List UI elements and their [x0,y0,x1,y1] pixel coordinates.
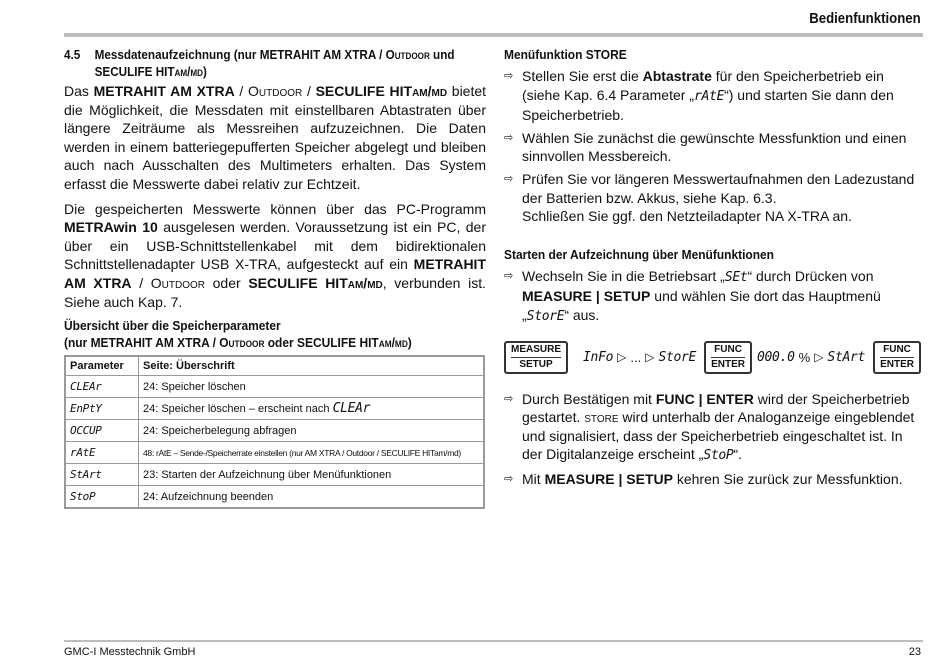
triangle-right-icon: ▷ [814,350,824,365]
section-title: Messdatenaufzeichnung (nur METRAHIT AM XTRA / Outdoor und SECULIFE HITam/md) [94,47,455,79]
display-info: InFo [583,349,614,365]
func-enter-key: FUNC ENTER [704,341,752,374]
list-item: ⇨ Wählen Sie zunächst die gewünschte Messfunktion und einen sinnvollen Messbereich. [504,129,907,165]
section-heading [64,46,486,80]
table-row [65,442,484,464]
param-cell: CLEAr [65,376,139,398]
display-value: 000.0 [756,349,795,365]
param-cell: StArt [65,464,139,486]
desc-cell: 24: Aufzeichnung beenden [139,486,485,509]
arrow-bullet-icon: ⇨ [504,70,514,82]
table-row [65,464,484,486]
param-cell: StoP [65,486,139,509]
list-item: ⇨ Durch Bestätigen mit FUNC | ENTER wird der Speicherbetrieb gestartet. store wird unterhalb der Analoganzeige eingeblendet und signalisiert, dass der Speicherbetrieb eingeschaltet ist. In der Digitalanzeige erscheint „StoP“. [504,390,915,464]
triangle-right-icon: ▷ [645,350,655,365]
desc-cell: 23: Starten der Aufzeichnung über Menüfunktionen [139,464,485,486]
footer-rule [64,640,923,642]
start-steps-list [504,267,924,327]
triangle-right-icon: ▷ [617,350,627,365]
readout-paragraph: Die gespeicherten Messwerte können über das PC-Programm METRAwin 10 ausgelesen werden. Voraussetzung ist ein PC, der über ein USB-Schnittstellenkabel mit dem bidirektionalen Schnittstellenadapter USB X-TRA, aufgesteckt auf ein METRAHIT AM XTRA / Outdoor oder SECULIFE HITam/md, verbunden ist. Siehe auch Kap. 7. [64,200,486,310]
display-store: StorE [658,349,697,365]
start-recording-heading: Starten der Aufzeichnung über Menüfunktionen [504,246,774,262]
param-cell: OCCUP [65,420,139,442]
footer-page-number: 23 [908,646,921,658]
measure-setup-key: MEASURE SETUP [504,341,568,374]
column-header-page: Seite: Überschrift [139,356,485,376]
percent-sign: % [798,349,811,365]
table-row [65,420,484,442]
footer-company: GMC-I Messtechnik GmbH [64,646,196,658]
list-item: ⇨ Mit MEASURE | SETUP kehren Sie zurück zur Messfunktion. [504,470,903,487]
desc-cell: 24: Speicherbelegung abfragen [139,420,485,442]
list-item: ⇨ Wechseln Sie in die Betriebsart „SEt“ durch Drücken von MEASURE | SETUP und wählen Sie dort das Hauptmenü „StorE“ aus. [504,267,881,324]
func-enter-key: FUNC ENTER [873,341,921,374]
desc-cell: 48: rAtE – Sende-/Speicherrate einstellen (nur AM XTRA / Outdoor / SECULIFE HITam/md) [139,442,485,464]
page-header-title: Bedienfunktionen [809,10,921,27]
arrow-bullet-icon: ⇨ [504,131,514,144]
left-column [64,46,486,509]
desc-cell: 24: Speicher löschen [139,376,485,398]
table-row [65,376,484,398]
list-item: ⇨ Prüfen Sie vor längeren Messwertaufnahmen den Ladezustand der Batterien bzw. Akkus, siehe Kap. 6.3. Schließen Sie ggf. den Netzteiladapter NA X-TRA an. [504,170,915,225]
overview-heading: Übersicht über die Speicherparameter (nur METRAHIT AM XTRA / Outdoor oder SECULIFE HITam/md) [64,318,412,351]
parameter-table [64,355,485,509]
arrow-bullet-icon: ⇨ [504,472,514,485]
desc-cell: 24: Speicher löschen – erscheint nach CLEAr [139,398,485,420]
arrow-bullet-icon: ⇨ [504,392,514,405]
store-steps-list [504,67,924,226]
right-column [504,46,924,493]
list-item: ⇨ Stellen Sie erst die Abtastrate für den Speicherbetrieb ein (siehe Kap. 6.4 Parameter „rAtE“) und starten Sie dann den Speicherbetrieb. [504,68,894,124]
header-rule [64,33,923,37]
table-row [65,486,484,509]
param-cell: EnPtY [65,398,139,420]
param-cell: rAtE [65,442,139,464]
arrow-bullet-icon: ⇨ [504,172,514,185]
intro-paragraph: Das METRAHIT AM XTRA / Outdoor / SECULIFE HITam/md bietet die Möglichkeit, die Messdaten mit einstellbaren Abtastraten über längere Zeiträume als Messreihen aufzuzeichnen. Die Daten werden in einem batteriegepufferten Speicher abgelegt und bleiben auch nach Ausschalten des Multimeters erhalten. Das System erfasst die Messwerte dabei relativ zur Echtzeit. [64,83,487,192]
key-sequence [504,341,924,374]
column-header-parameter: Parameter [65,356,139,376]
table-row [65,398,484,420]
section-number: 4.5 [64,47,81,62]
display-start: StArt [827,349,866,365]
arrow-bullet-icon: ⇨ [504,269,514,282]
table-header-row [65,356,484,376]
confirm-steps-list [504,390,924,489]
store-menu-heading: Menüfunktion STORE [504,47,627,62]
sequence-dots: ... [630,349,642,365]
